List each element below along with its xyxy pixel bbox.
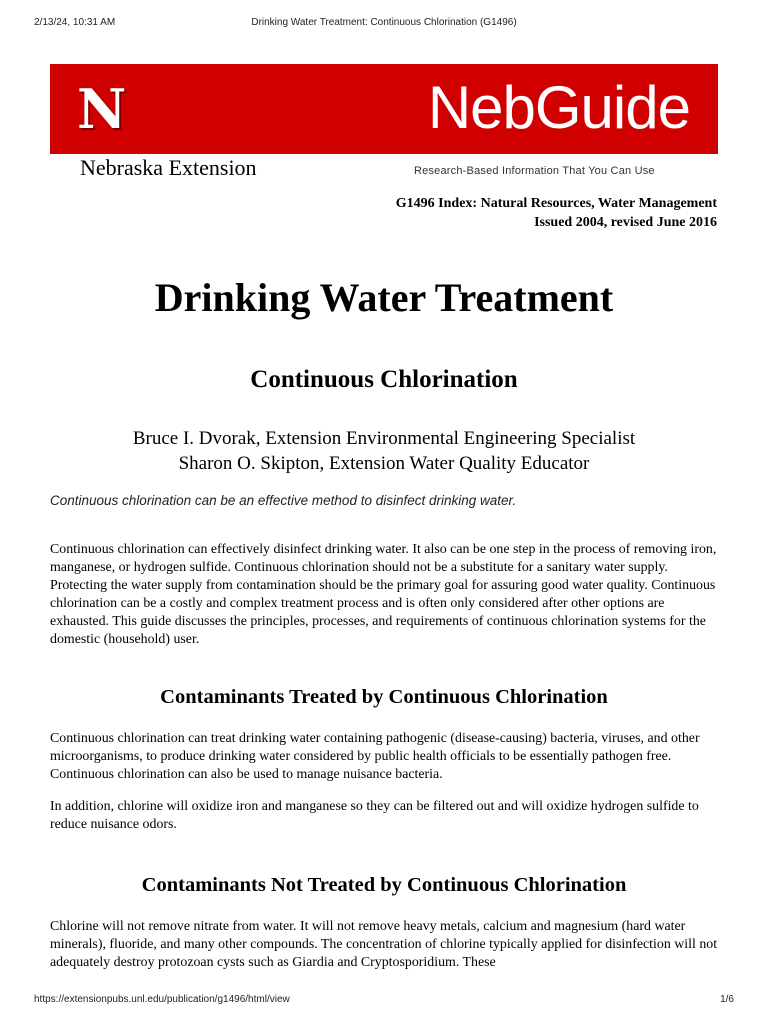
document-subtitle: Continuous Chlorination [250, 366, 518, 393]
print-header [0, 17, 768, 31]
body-paragraph: Chlorine will not remove nitrate from water. It will not remove heavy metals, calcium and magnesium (hard water minerals), fluoride, and many other compounds. The concentration of chlorine typically applied for disinfection will not adequately destroy protozoan cysts such as Giardia and Cryptosporidium. These [50, 919, 718, 970]
body-paragraph: Continuous chlorination can effectively disinfect drinking water. It also can be one step in the process of removing iron, manganese, or hydrogen sulfide. Continuous chlorination should not be a substitute for a sanitary water supply. Protecting the water supply from contamination should be the primary goal for assuring good water quality. Continuous chlorination can be a costly and complex treatment process and is often only considered after other options are exhausted. This guide discusses the principles, processes, and requirements of continuous chlorination systems for the domestic (household) user. [50, 542, 717, 647]
section-heading-not-treated: Contaminants Not Treated by Continuous Chlorination [141, 874, 627, 896]
author-line: Sharon O. Skipton, Extension Water Quality Educator [178, 453, 590, 474]
tagline: Research-Based Information That You Can Use [414, 165, 655, 177]
publication-issued: Issued 2004, revised June 2016 [534, 215, 717, 230]
section-heading-treated: Contaminants Treated by Continuous Chlorination [160, 686, 608, 708]
publication-index: G1496 Index: Natural Resources, Water Management [395, 196, 717, 211]
print-page-title: Drinking Water Treatment: Continuous Chlorination (G1496) [251, 17, 517, 28]
intro-summary: Continuous chlorination can be an effective method to disinfect drinking water. [50, 493, 517, 508]
body-paragraph: Continuous chlorination can treat drinking water containing pathogenic (disease-causing) bacteria, viruses, and other microorganisms, to produce drinking water considered by public health officials to be essentially pathogen free. Continuous chlorination can also be used to manage nuisance bacteria. [50, 731, 700, 782]
nebraska-n-logo: N [77, 77, 127, 141]
body-paragraph: In addition, chlorine will oxidize iron and manganese so they can be filtered out and will oxidize hydrogen sulfide to reduce nuisance odors. [50, 799, 699, 832]
print-footer [0, 994, 768, 1008]
document-title: Drinking Water Treatment [154, 275, 614, 320]
authors [0, 426, 768, 476]
nebguide-wordmark: NebGuide [427, 74, 690, 141]
publication-info [396, 194, 717, 232]
print-url: https://extensionpubs.unl.edu/publication/g1496/html/view [34, 994, 290, 1005]
print-page-number: 1/6 [720, 994, 734, 1005]
nebguide-banner [50, 64, 718, 154]
print-datetime: 2/13/24, 10:31 AM [34, 17, 116, 28]
author-line: Bruce I. Dvorak, Extension Environmental Engineering Specialist [132, 428, 636, 449]
extension-name: Nebraska Extension [80, 155, 257, 180]
